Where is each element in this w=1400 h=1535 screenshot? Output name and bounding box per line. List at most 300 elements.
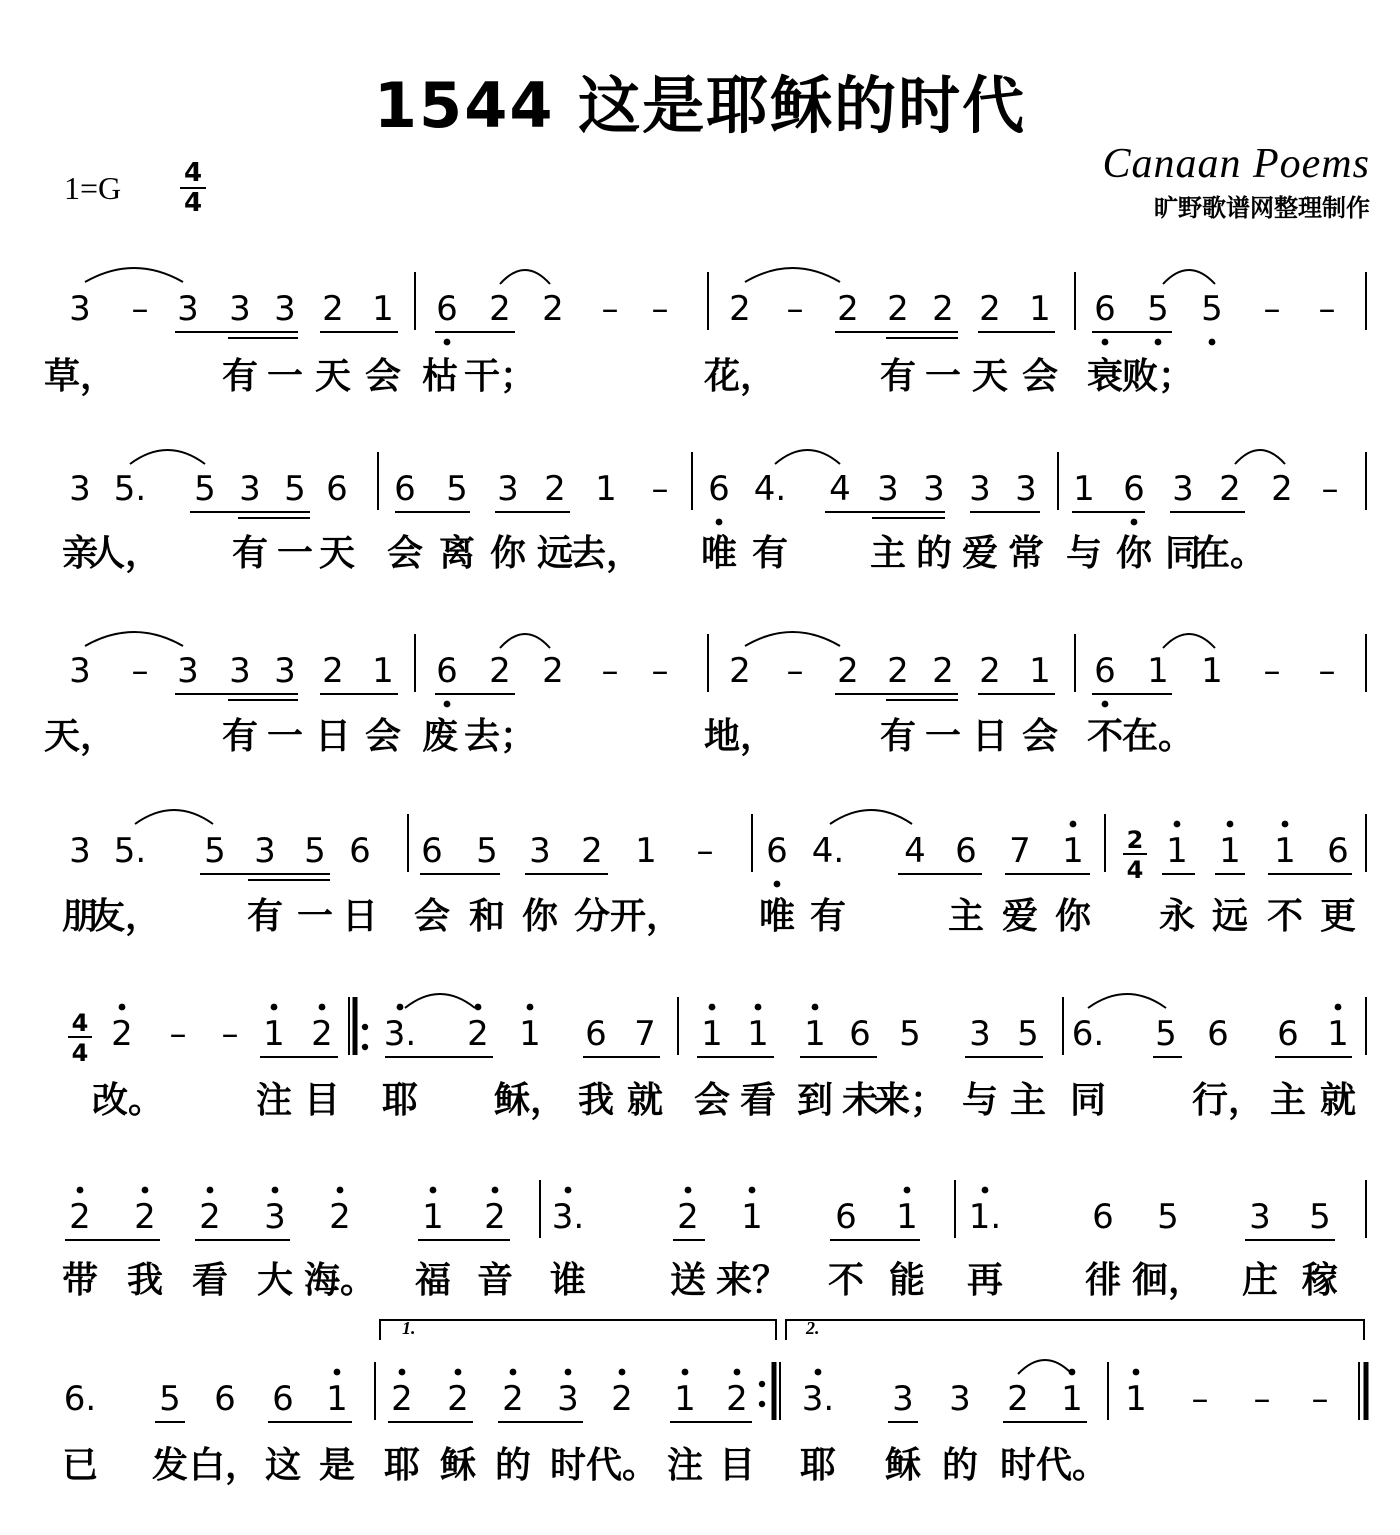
octave-dot-above [1282, 821, 1289, 828]
lyric: 同 [1164, 533, 1202, 574]
lyric: 会 [1021, 716, 1059, 757]
key-signature: 1=G [64, 170, 122, 206]
lyric: 未 [841, 1080, 879, 1121]
note: 3 [69, 469, 91, 509]
lyric: 大 [256, 1260, 294, 1301]
lyric: 不 [1086, 716, 1124, 757]
note: 2 [887, 651, 909, 691]
lyric: 你 [1115, 533, 1153, 574]
slur [775, 450, 840, 464]
octave-dot-above [430, 1187, 437, 1194]
octave-dot-above [271, 1004, 278, 1011]
lyric: 会 [1021, 356, 1059, 397]
note: 6 [436, 651, 458, 691]
octave-dot-above [1133, 1369, 1140, 1376]
note: 3 [69, 651, 91, 691]
octave-dot-above [619, 1369, 626, 1376]
note: 1 [747, 1014, 769, 1054]
octave-dot-above [1174, 821, 1181, 828]
note: 6 [835, 1197, 857, 1237]
note: 2 [677, 1197, 699, 1237]
note: 2 [1219, 469, 1241, 509]
lyric: 注 [255, 1080, 293, 1121]
lyric: 已 [61, 1445, 99, 1486]
note: 6. [1071, 1014, 1105, 1054]
lyric: 徘 [1084, 1260, 1122, 1301]
octave-dot-above [749, 1187, 756, 1194]
note: 3 [557, 1379, 579, 1419]
lyric: 常 [1007, 533, 1045, 574]
slur [745, 632, 840, 646]
lyric: 的 [915, 533, 953, 574]
note: 3 [497, 469, 519, 509]
lyric: 永 [1158, 896, 1196, 937]
note: 2 [329, 1197, 351, 1237]
lyric: 亲 [61, 533, 99, 574]
slur [830, 810, 912, 824]
octave-dot-below [1155, 339, 1162, 346]
lyric: 分 [573, 896, 611, 937]
note: 3 [254, 831, 276, 871]
note: 2 [1007, 1379, 1029, 1419]
note: 2 [322, 651, 344, 691]
lyric: 与 [961, 1080, 999, 1121]
note: 2 [611, 1379, 633, 1419]
note: 1 [701, 1014, 723, 1054]
lyric: 是 [318, 1445, 356, 1486]
note: 6 [1277, 1014, 1299, 1054]
octave-dot-above [272, 1187, 279, 1194]
note: 2 [484, 1197, 506, 1237]
octave-dot-above [1227, 821, 1234, 828]
note: 2 [542, 289, 564, 329]
note: 2 [729, 289, 751, 329]
note: 2 [542, 651, 564, 691]
lyric: 时 [549, 1445, 587, 1486]
lyric: 主 [869, 533, 907, 574]
lyric: 看 [739, 1080, 777, 1121]
lyric: 白， [188, 1445, 262, 1486]
note: 2 [1271, 469, 1293, 509]
lyric: 的 [941, 1445, 979, 1486]
lyric: 有 [751, 533, 789, 574]
note: 6 [394, 469, 416, 509]
lyric: 会 [364, 716, 402, 757]
note: 2 [932, 289, 954, 329]
note-dash: – [601, 289, 619, 329]
octave-dot-below [1131, 519, 1138, 526]
lyric: 同 [1069, 1080, 1107, 1121]
note: 3 [69, 289, 91, 329]
note: 3 [229, 289, 251, 329]
note: 5 [476, 831, 498, 871]
note: 1 [1201, 651, 1223, 691]
octave-dot-above [399, 1369, 406, 1376]
page-title: 1544 这是耶稣的时代 [373, 69, 1027, 142]
note: 1 [263, 1014, 285, 1054]
note: 1 [372, 651, 394, 691]
note: 3. [383, 1014, 417, 1054]
note: 4 [829, 469, 851, 509]
octave-dot-above [510, 1369, 517, 1376]
octave-dot-above [982, 1187, 989, 1194]
note: 2 [134, 1197, 156, 1237]
note: 2 [932, 651, 954, 691]
note: 3 [969, 469, 991, 509]
lyric: 你 [489, 533, 527, 574]
note: 5 [304, 831, 326, 871]
lyric: 枯 [421, 356, 459, 397]
octave-dot-above [455, 1369, 462, 1376]
note: 3 [1172, 469, 1194, 509]
note-dash: – [601, 651, 619, 691]
lyric: 在。 [1193, 533, 1267, 574]
octave-dot-above [755, 1004, 762, 1011]
note: 3. [551, 1197, 585, 1237]
slur [1235, 450, 1285, 464]
note: 1 [804, 1014, 826, 1054]
lyric: 日 [341, 896, 379, 937]
note: 1 [674, 1379, 696, 1419]
note: 3 [177, 651, 199, 691]
note: 5. [113, 469, 147, 509]
note: 5 [1201, 289, 1223, 329]
note: 6 [1327, 831, 1349, 871]
note: 5. [113, 831, 147, 871]
slur [1163, 634, 1215, 648]
slur [135, 810, 213, 824]
note: 1 [519, 1014, 541, 1054]
octave-dot-above [337, 1187, 344, 1194]
note: 4. [753, 469, 787, 509]
note: 2 [887, 289, 909, 329]
note: 3 [923, 469, 945, 509]
brand-subtitle: 旷野歌谱网整理制作 [1154, 194, 1370, 222]
time-signature-top: 4 [183, 158, 203, 188]
note: 2 [311, 1014, 333, 1054]
note: 6 [1207, 1014, 1229, 1054]
lyric: 一 [276, 533, 314, 574]
slur [500, 634, 550, 648]
note: 6 [421, 831, 443, 871]
volta-bracket-2 [786, 1320, 1364, 1340]
octave-dot-below [1102, 701, 1109, 708]
lyric: 日 [314, 716, 352, 757]
lyric: 目 [718, 1445, 756, 1486]
lyric: 有 [809, 896, 847, 937]
octave-dot-above [319, 1004, 326, 1011]
lyric: 爱 [1001, 896, 1039, 937]
note: 1 [372, 289, 394, 329]
octave-dot-above [734, 1369, 741, 1376]
lyric: 时 [999, 1445, 1037, 1486]
note-dash: – [1263, 289, 1281, 329]
note-dash: – [651, 651, 669, 691]
note: 3 [274, 289, 296, 329]
repeat-dot [759, 1401, 765, 1407]
note: 5 [1147, 289, 1169, 329]
slur [1163, 270, 1215, 284]
note: 1 [741, 1197, 763, 1237]
lyric: 一 [266, 356, 304, 397]
slur [1018, 1360, 1072, 1374]
slur [130, 450, 205, 464]
note: 2 [467, 1014, 489, 1054]
note: 1. [968, 1197, 1002, 1237]
note: 5 [284, 469, 306, 509]
lyric: 在。 [1121, 716, 1195, 757]
lyric: 看 [191, 1260, 229, 1301]
lyric: 会 [413, 896, 451, 937]
lyric: 更 [1319, 896, 1357, 937]
lyric: 我 [577, 1080, 615, 1121]
time-change-bottom: 4 [71, 1039, 89, 1067]
octave-dot-below [1209, 339, 1216, 346]
lyric: 徊， [1131, 1260, 1205, 1301]
lyric: 天 [971, 356, 1009, 397]
lyric: 人， [88, 533, 162, 574]
time-change-top: 4 [71, 1009, 89, 1037]
octave-dot-below [444, 701, 451, 708]
octave-dot-below [716, 519, 723, 526]
lyric: 稣， [493, 1080, 567, 1121]
note: 5 [1155, 1014, 1177, 1054]
lyric: 一 [924, 716, 962, 757]
lyric: 远 [1211, 896, 1249, 937]
note: 7 [1009, 831, 1031, 871]
lyric: 一 [296, 896, 334, 937]
note: 2 [489, 651, 511, 691]
lyric: 你 [1054, 896, 1092, 937]
octave-dot-above [904, 1187, 911, 1194]
note: 4 [904, 831, 926, 871]
lyric: 来； [873, 1080, 947, 1121]
note: 6 [214, 1379, 236, 1419]
octave-dot-above [334, 1369, 341, 1376]
note: 3 [949, 1379, 971, 1419]
note: 6 [849, 1014, 871, 1054]
note: 1 [1029, 289, 1051, 329]
note: 1 [595, 469, 617, 509]
note: 5 [446, 469, 468, 509]
note-dash: – [1311, 1379, 1329, 1419]
note: 6 [1094, 651, 1116, 691]
lyric: 注 [666, 1445, 704, 1486]
lyric: 有 [221, 356, 259, 397]
lyric: 庄 [1241, 1260, 1279, 1301]
lyric: 天， [43, 716, 117, 757]
lyric: 谁 [549, 1260, 587, 1301]
lyric: 稼 [1301, 1260, 1339, 1301]
lyric: 海。 [303, 1260, 377, 1301]
octave-dot-above [527, 1004, 534, 1011]
note: 6 [1094, 289, 1116, 329]
slur [85, 268, 183, 282]
note: 3 [1015, 469, 1037, 509]
note: 2 [544, 469, 566, 509]
repeat-dot [362, 1044, 368, 1050]
lyric: 就 [626, 1080, 664, 1121]
brand-script: Canaan Poems [1102, 141, 1370, 187]
octave-dot-above [709, 1004, 716, 1011]
note: 2 [581, 831, 603, 871]
note: 7 [634, 1014, 656, 1054]
octave-dot-above [815, 1369, 822, 1376]
lyric: 远 [536, 533, 574, 574]
lyric: 去； [463, 716, 537, 757]
note: 1 [1062, 831, 1084, 871]
lyric: 主 [947, 896, 985, 937]
octave-dot-above [685, 1187, 692, 1194]
slur [405, 994, 475, 1008]
note: 3 [264, 1197, 286, 1237]
lyric: 不 [827, 1260, 865, 1301]
lyric: 和 [468, 896, 506, 937]
note: 5 [1309, 1197, 1331, 1237]
octave-dot-below [444, 339, 451, 346]
note-dash: – [1321, 469, 1339, 509]
lyric: 行， [1191, 1080, 1265, 1121]
note: 3 [239, 469, 261, 509]
lyric: 友， [88, 896, 162, 937]
repeat-dot [362, 1024, 368, 1030]
lyric: 主 [1009, 1080, 1047, 1121]
lyric: 唯 [758, 896, 796, 937]
lyric: 你 [521, 896, 559, 937]
note: 2 [502, 1379, 524, 1419]
note: 1 [1073, 469, 1095, 509]
note: 5 [899, 1014, 921, 1054]
note: 2 [726, 1379, 748, 1419]
note: 1 [1147, 651, 1169, 691]
note: 3 [529, 831, 551, 871]
lyric: 干； [463, 356, 537, 397]
octave-dot-above [142, 1187, 149, 1194]
lyric: 这 [264, 1445, 302, 1486]
lyric: 衰 [1086, 356, 1124, 397]
note-dash: – [131, 289, 149, 329]
note: 3 [274, 651, 296, 691]
lyric: 主 [1269, 1080, 1307, 1121]
note: 1 [326, 1379, 348, 1419]
note-dash: – [651, 469, 669, 509]
octave-dot-above [1070, 821, 1077, 828]
note-dash: – [786, 651, 804, 691]
lyric: 耶 [383, 1445, 421, 1486]
octave-dot-above [77, 1187, 84, 1194]
repeat-dot [759, 1381, 765, 1387]
octave-dot-above [812, 1004, 819, 1011]
lyric: 我 [126, 1260, 164, 1301]
octave-dot-above [119, 1004, 126, 1011]
note-dash: – [1191, 1379, 1209, 1419]
note-dash: – [786, 289, 804, 329]
lyric: 天 [314, 356, 352, 397]
note: 1 [1125, 1379, 1147, 1419]
note: 3 [969, 1014, 991, 1054]
octave-dot-below [774, 881, 781, 888]
note: 2 [837, 289, 859, 329]
note: 6 [1092, 1197, 1114, 1237]
note: 5 [194, 469, 216, 509]
note: 3 [892, 1379, 914, 1419]
slur [85, 632, 183, 646]
lyric: 能 [888, 1260, 926, 1301]
lyric: 再 [966, 1260, 1004, 1301]
note: 6 [585, 1014, 607, 1054]
lyric: 带 [61, 1260, 99, 1301]
note: 2 [69, 1197, 91, 1237]
note: 1 [635, 831, 657, 871]
note: 2 [837, 651, 859, 691]
lyric: 废 [421, 716, 459, 757]
lyric: 耶 [799, 1445, 837, 1486]
lyric: 送 [669, 1260, 707, 1301]
lyric: 爱 [961, 533, 999, 574]
lyric: 到 [796, 1080, 834, 1121]
note: 6. [63, 1379, 97, 1419]
note: 6 [436, 289, 458, 329]
lyric: 音 [476, 1260, 514, 1301]
note: 1 [1274, 831, 1296, 871]
lyric: 草， [43, 356, 117, 397]
note: 6 [272, 1379, 294, 1419]
lyric: 就 [1319, 1080, 1357, 1121]
lyric: 一 [266, 716, 304, 757]
lyric: 稣 [884, 1445, 922, 1486]
octave-dot-below [1102, 339, 1109, 346]
note: 5 [1017, 1014, 1039, 1054]
lyric: 会 [386, 533, 424, 574]
lyric: 朋 [61, 896, 99, 937]
octave-dot-above [492, 1187, 499, 1194]
note: 2 [111, 1014, 133, 1054]
lyric: 代。 [1035, 1445, 1109, 1486]
note: 4. [811, 831, 845, 871]
note: 5 [204, 831, 226, 871]
lyric: 一 [924, 356, 962, 397]
lyric: 福 [414, 1260, 452, 1301]
octave-dot-above [207, 1187, 214, 1194]
note: 2 [979, 289, 1001, 329]
note: 3. [801, 1379, 835, 1419]
note: 2 [391, 1379, 413, 1419]
lyric: 离 [438, 533, 476, 574]
slur [745, 268, 840, 282]
note: 6 [708, 469, 730, 509]
note-dash: – [169, 1014, 187, 1054]
lyric: 目 [303, 1080, 341, 1121]
lyric: 花， [703, 356, 777, 397]
lyric: 有 [221, 716, 259, 757]
note-dash: – [131, 651, 149, 691]
lyric: 耶 [381, 1080, 419, 1121]
lyric: 有 [879, 356, 917, 397]
note: 2 [199, 1197, 221, 1237]
octave-dot-above [475, 1004, 482, 1011]
note: 6 [1123, 469, 1145, 509]
lyric: 败； [1121, 356, 1195, 397]
lyric: 代。 [585, 1445, 659, 1486]
note: 6 [955, 831, 977, 871]
note: 6 [766, 831, 788, 871]
lyric: 不 [1266, 896, 1304, 937]
note: 1 [1166, 831, 1188, 871]
note-dash: – [1318, 289, 1336, 329]
note: 1 [422, 1197, 444, 1237]
lyric: 发 [151, 1445, 189, 1486]
lyric: 地， [703, 716, 777, 757]
